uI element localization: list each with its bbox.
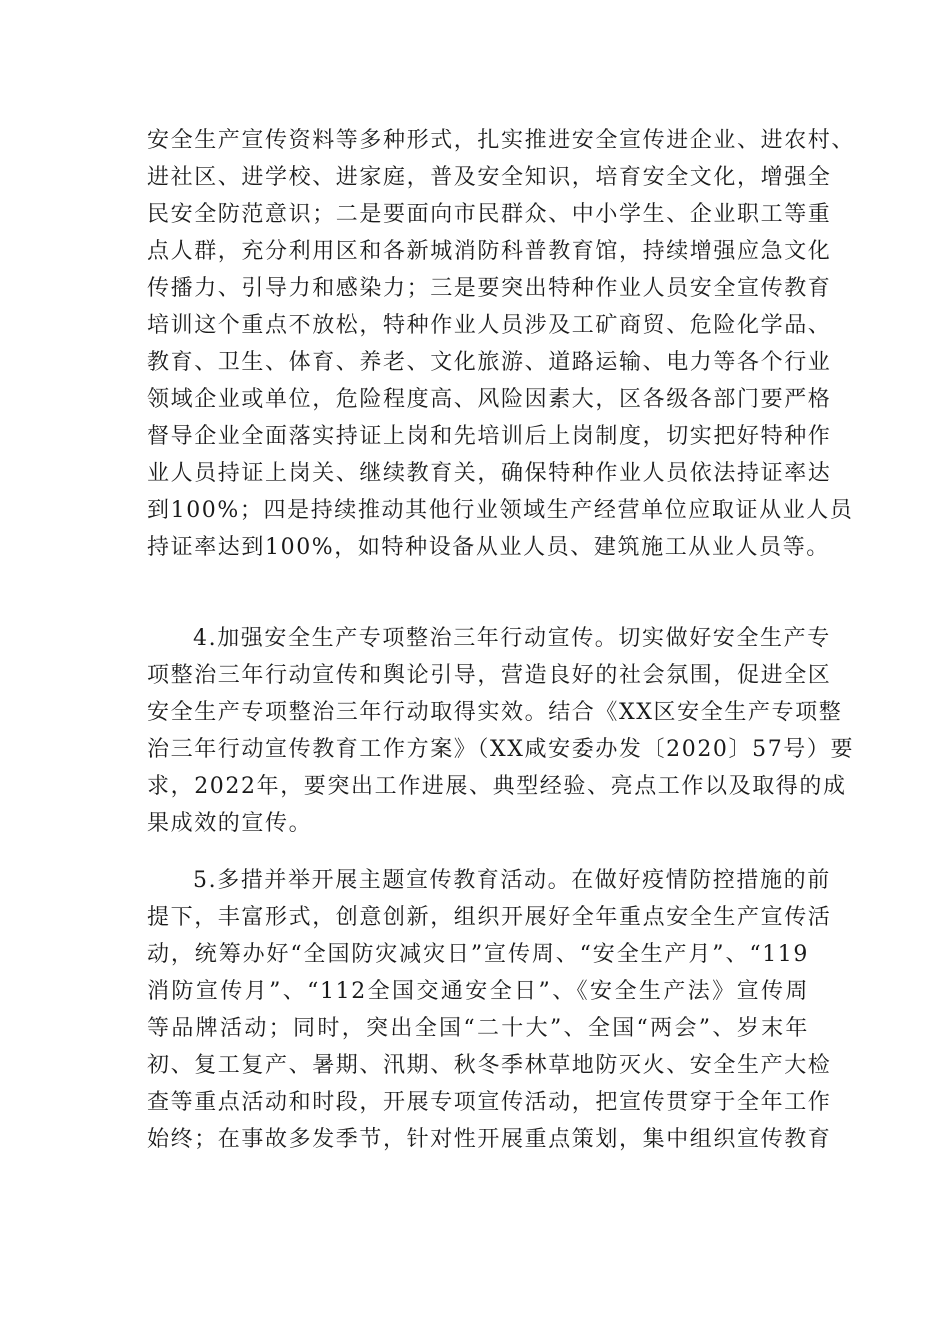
text-line: 教育、卫生、体育、养老、文化旅游、道路运输、电力等各个行业 xyxy=(147,350,832,375)
text-line: 进社区、进学校、进家庭，普及安全知识，培育安全文化，增强全 xyxy=(147,165,832,190)
paragraph-item-4 xyxy=(147,620,855,842)
text-line: 培训这个重点不放松，特种作业人员涉及工矿商贸、危险化学品、 xyxy=(147,313,832,338)
text-line: 持证率达到100%，如特种设备从业人员、建筑施工从业人员等。 xyxy=(147,535,830,560)
text-line: 传播力、引导力和感染力；三是要突出特种作业人员安全宣传教育 xyxy=(147,276,832,301)
paragraph-item-5 xyxy=(147,862,832,1158)
paragraph-continued xyxy=(147,122,856,566)
text-line: 领域企业或单位，危险程度高、风险因素大，区各级各部门要严格 xyxy=(147,387,832,412)
text-line: 到100%；四是持续推动其他行业领域生产经营单位应取证从业人员 xyxy=(147,498,854,523)
text-line: 求，2022年，要突出工作进展、典型经验、亮点工作以及取得的成 xyxy=(147,774,847,799)
text-line: 民安全防范意识；二是要面向市民群众、中小学生、企业职工等重 xyxy=(147,202,832,227)
text-line: 安全生产宣传资料等多种形式，扎实推进安全宣传进企业、进农村、 xyxy=(147,128,856,153)
text-line: 点人群，充分利用区和各新城消防科普教育馆，持续增强应急文化 xyxy=(147,239,832,264)
text-line: 查等重点活动和时段，开展专项宣传活动，把宣传贯穿于全年工作 xyxy=(147,1090,832,1115)
text-line: 等品牌活动；同时，突出全国“二十大”、全国“两会”、岁末年 xyxy=(147,1016,809,1041)
text-line: 始终；在事故多发季节，针对性开展重点策划，集中组织宣传教育 xyxy=(147,1127,832,1152)
text-line: 5.多措并举开展主题宣传教育活动。在做好疫情防控措施的前 xyxy=(193,868,831,893)
text-line: 业人员持证上岗关、继续教育关，确保特种作业人员依法持证率达 xyxy=(147,461,832,486)
text-line: 果成效的宣传。 xyxy=(147,811,313,836)
text-line: 督导企业全面落实持证上岗和先培训后上岗制度，切实把好特种作 xyxy=(147,424,832,449)
text-line: 消防宣传月”、“112全国交通安全日”、《安全生产法》宣传周 xyxy=(147,979,809,1004)
text-line: 项整治三年行动宣传和舆论引导，营造良好的社会氛围，促进全区 xyxy=(147,663,832,688)
text-line: 提下，丰富形式，创意创新，组织开展好全年重点安全生产宣传活 xyxy=(147,905,832,930)
text-line: 4.加强安全生产专项整治三年行动宣传。切实做好安全生产专 xyxy=(193,626,831,651)
text-line: 安全生产专项整治三年行动取得实效。结合《XX区安全生产专项整 xyxy=(147,700,843,725)
text-line: 动，统筹办好“全国防灾减灾日”宣传周、“安全生产月”、“119 xyxy=(147,942,809,967)
text-line: 初、复工复产、暑期、汛期、秋冬季林草地防灭火、安全生产大检 xyxy=(147,1053,832,1078)
text-line: 治三年行动宣传教育工作方案》（XX咸安委办发〔2020〕57号）要 xyxy=(147,737,855,762)
